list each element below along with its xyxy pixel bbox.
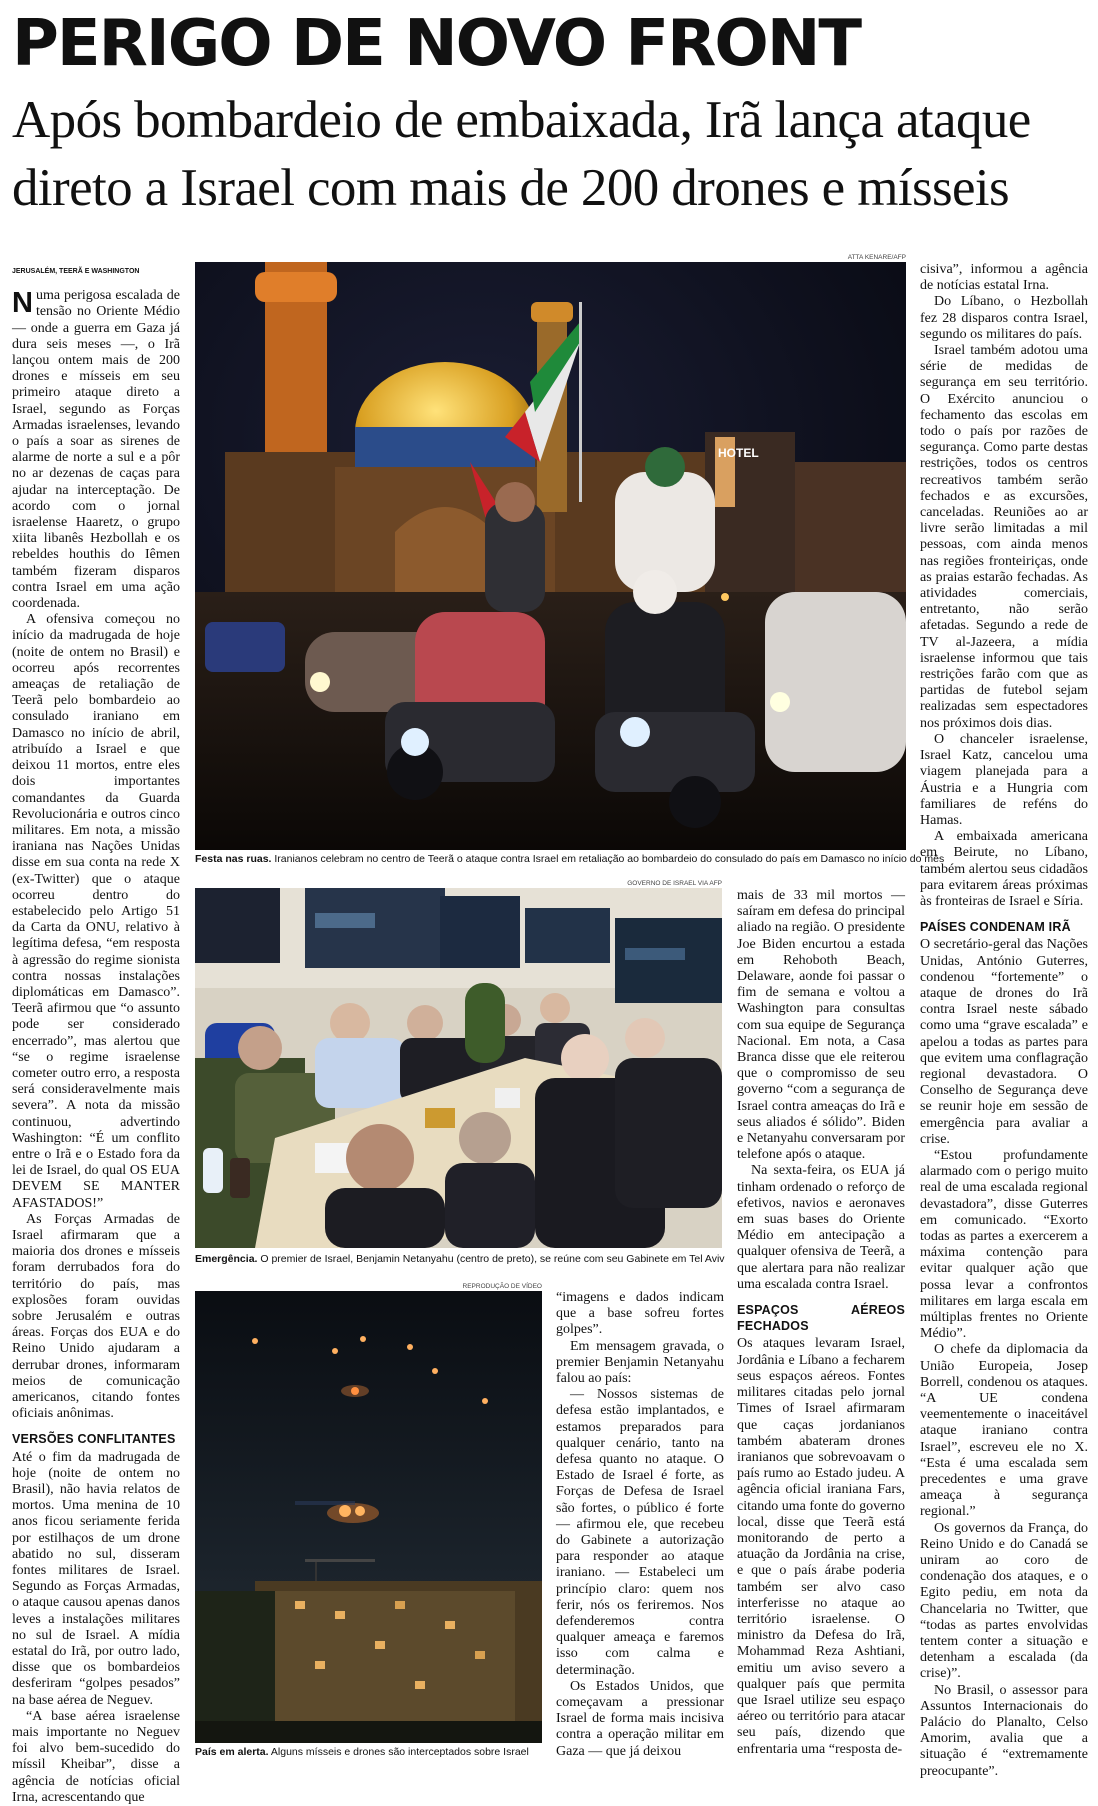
col5-p3: Israel também adotou uma série de medidas de segurança em seu território. O Exército anunciou o fechamento das escolas em todo o país por razões de segurança. Como parte destas restrições, todos os centros recreativos também serão fechados e as excursões, canceladas. Reuniões ao ar livre serão limitadas a mil pessoas, com ainda menos nas regiões fronteiriças, onde as praias estarão fechadas. As atividades comerciais, entretanto, não serão afetadas. Segundo a rede de TV al-Jazeera, a mídia israelense informou que tais restrições farão com que as partidas de futebol sejam realizadas sem espectadores nos próximos dois dias. (920, 343, 1088, 731)
dateline: JERUSALÉM, TEERÃ E WASHINGTON (12, 268, 140, 275)
subhead-paises: PAÍSES CONDENAM IRÃ (920, 920, 1071, 935)
col5-p9: Os governos da França, do Reino Unido e do Canadá se uniram ao coro de condenação dos ataques, e o Egito pediu, em nota da Chancelaria no Twitter, que “todas as partes envolvidas tentem conter a situação e detenham a escalada (da crise)”. (920, 1520, 1088, 1682)
headline: Após bombardeio de embaixada, Irã lança ataque direto a Israel com mais de 200 drones e mísseis (12, 91, 1031, 217)
column-5 (920, 262, 1088, 1779)
col1-p2: A ofensiva começou no início da madrugada de hoje (noite de ontem no Brasil) e ocorreu após recorrentes ameaças de retaliação de Teerã pelo bombardeio ao consulado iraniano em Damasco no início de abril, atribuído a Israel e que deixou 11 mortos, entre eles dois importantes comandantes da Guarda Revolucionária e outros cinco militares. Em nota, a missão iraniana nas Nações Unidas disse em sua conta na rede X (ex-Twitter) que o ataque ocorreu dentro do estabelecido pelo Artigo 51 da Carta da ONU, relativo à legítima defesa, “em resposta à agressão do regime sionista contra nossas instalações diplomáticas em Damasco”. Teerã afirmou que “o assunto pode ser considerado encerrado”, mas alertou que “se o regime israelense cometer outro erro, a resposta será consideravelmente mais severa”. A nota da missão continuou, advertindo Washington: “É um conflito entre o Irã e o Estado fora da lei de Israel, do qual OS EUA DEVEM SE MANTER AFASTADOS!” (12, 612, 180, 1211)
col4-p2: Na sexta-feira, os EUA já tinham ordenado o reforço de efetivos, navios e aeronaves em suas bases do Oriente Médio em antecipação a qualquer ofensiva de Teerã, a que alertara para não realizar uma escalada contra Israel. (737, 1163, 905, 1292)
photo2-caption (195, 1253, 725, 1267)
col4-p3: Os ataques levaram Israel, Jordânia e Líbano a fecharem seus espaços aéreos. Fontes militares citadas pelo jornal Times of Israel afirmaram que caças jordanianos também abateram drones iranianos que sobrevoavam o país rumo ao Estado judeu. A agência oficial iraniana Fars, citando uma fonte do governo local, disse que Teerã está monitorando de perto a atuação da Jordânia na crise, e que o país árabe poderia também ser alvo caso interferisse no ataque ao território israelense. O ministro da Defesa do Irã, Mohammad Reza Ashtiani, emitiu um aviso severo a qualquer país que permita que Israel utilize seu espaço aéreo ou território para atacar seu país, dizendo que enfrentaria uma “resposta de- (737, 1336, 905, 1757)
subhead-espacos: ESPAÇOS AÉREOS FECHADOS (737, 1303, 905, 1334)
photo-interception (195, 1291, 542, 1743)
col3-p2: Em mensagem gravada, o premier Benjamin Netanyahu falou ao país: (556, 1338, 724, 1387)
column-3 (556, 1290, 724, 1760)
interception-illustration (195, 1291, 542, 1743)
photo3-caption-text: Alguns mísseis e drones são interceptados sobre Israel (270, 1746, 529, 1758)
col1-p3: As Forças Armadas de Israel afirmaram que a maioria dos drones e mísseis foram derrubados fora do território do país, mas explosões foram ouvidas sobre Jerusalém e outras áreas. Forças dos EUA e do Reino Unido ajudaram a derrubar drones, informaram meios de comunicação americanos, citando fontes oficiais anônimas. (12, 1211, 180, 1422)
col5-p6: O secretário-geral das Nações Unidas, António Guterres, condenou “fortemente” o ataque de drones do Irã contra Israel neste sábado como uma “grave escalada” e apelou a todas as partes para que evitem uma conflagração regional devastadora. O Conselho de Segurança deve se reunir hoje em sessão de emergência para avaliar a crise. (920, 937, 1088, 1147)
hotel-sign: HOTEL (718, 446, 759, 460)
photo2-caption-bold: Emergência. (195, 1253, 258, 1265)
photo2-credit: GOVERNO DE ISRAEL VIA AFP (627, 880, 722, 887)
lead-paragraph (12, 288, 180, 612)
photo2-caption-text: O premier de Israel, Benjamin Netanyahu (centro de preto), se reúne com seu Gabinete em Tel Aviv (260, 1253, 725, 1265)
col5-p7: “Estou profundamente alarmado com o perigo muito real de uma escalada regional devastadora”, disse Guterres em comunicado. “Exorto todas as partes a exercerem a máxima contenção para evitar qualquer ação que possa levar a confrontos militares em larga escala em múltiplas frentes no Oriente Médio”. (920, 1147, 1088, 1342)
photo1-credit: ATTA KENARE/AFP (847, 254, 906, 261)
col4-p1: mais de 33 mil mortos — saíram em defesa do principal aliado na região. O presidente Joe Biden encurtou a estada em Rehoboth Beach, Delaware, aonde foi passar o fim de semana e voltou a Washington para consultas com sua equipe de Segurança Nacional. Em nota, a Casa Branca disse que ele reiterou que o compromisso de seu governo “com a segurança de Israel contra ameaças do Irã e seus aliados é sólido”. Biden e Netanyahu conversaram por telefone após o ataque. (737, 888, 905, 1163)
photo1-caption (195, 853, 945, 867)
photo1-caption-bold: Festa nas ruas. (195, 853, 272, 865)
photo1-caption-text: Iranianos celebram no centro de Teerã o ataque contra Israel em retaliação ao bombardeio do consulado do país em Damasco no início do mês (274, 853, 945, 865)
photo3-caption-bold: País em alerta. (195, 1746, 269, 1758)
photo3-caption (195, 1746, 542, 1760)
col5-p1: cisiva”, informou a agência de notícias estatal Irna. (920, 262, 1088, 294)
col1-p1: uma perigosa escalada de tensão no Oriente Médio — onde a guerra em Gaza já dura seis meses —, o Irã lançou ontem mais de 200 drones e mísseis em seu primeiro ataque direto a Israel, segundo as Forças Armadas israelenses, levando o país a soar as sirenes de alarme de norte a sul e a pôr no ar dezenas de caças para ajudar na interceptação. De acordo com o jornal israelense Haaretz, o grupo xiita libanês Hezbollah e os rebeldes houthis do Iêmen também fizeram disparos contra Israel em uma ação coordenada. (12, 288, 180, 612)
photo3-credit: REPRODUÇÃO DE VÍDEO (462, 1283, 542, 1290)
column-4 (737, 888, 905, 1760)
col1-p5: “A base aérea israelense mais importante no Neguev foi alvo bem-sucedido do míssil Kheibar”, disse a agência de notícias oficial Irna, acrescentando que (12, 1708, 180, 1805)
col3-p1: “imagens e dados indicam que a base sofreu fortes golpes”. (556, 1290, 724, 1338)
column-1 (12, 264, 180, 1805)
col5-p4: O chanceler israelense, Israel Katz, cancelou uma viagem planejada para a Áustria e a Hungria com familiares de reféns do Hamas. (920, 731, 1088, 828)
drop-cap: N (12, 287, 33, 320)
col1-p4: Até o fim da madrugada de hoje (noite de ontem no Brasil), não havia relatos de mortos. Uma menina de 10 anos ficou seriamente ferida por estilhaços de um drone abatido no sul, disseram fontes militares de Israel. Segundo as Forças Armadas, o ataque causou apenas danos leves a instalações militares no sul de Israel. A mídia estatal do Irã, por outro lado, disse que os bombardeios desferiram “golpes pesados” na base aérea de Neguev. (12, 1449, 180, 1708)
col5-p10: No Brasil, o assessor para Assuntos Internacionais do Palácio do Planalto, Celso Amorim, avalia que a situação é “extremamente preocupante”. (920, 1682, 1088, 1779)
kicker: PERIGO DE NOVO FRONT (12, 7, 861, 81)
street-celebration-illustration (195, 262, 906, 850)
col3-p3: — Nossos sistemas de defesa estão implantados, e estamos preparados para qualquer cenário, tanto na defesa quanto no ataque. O Estado de Israel é forte, as Forças de Defesa de Israel são fortes, o público é forte — afirmou ele, que recebeu do Gabinete a autorização para responder ao ataque iraniano. — Estabeleci um princípio claro: quem nos ferir, nós os feriremos. Nos defenderemos contra qualquer ameaça e faremos isso com calma e determinação. (556, 1387, 724, 1678)
photo-cabinet-meeting (195, 888, 722, 1248)
col5-p2: Do Líbano, o Hezbollah fez 28 disparos contra Israel, segundo os militares do país. (920, 294, 1088, 342)
col5-p8: O chefe da diplomacia da União Europeia, Josep Borrell, condenou os ataques. “A UE condena veementemente o inaceitável ataque iraniano contra Israel”, escreveu ele no X. “Esta é uma escalada sem precedentes e uma grave ameaça à segurança regional.” (920, 1342, 1088, 1520)
cabinet-meeting-illustration (195, 888, 722, 1248)
photo-street-celebration (195, 262, 906, 850)
col3-p4: Os Estados Unidos, que começavam a pressionar Israel de forma mais incisiva contra a operação militar em Gaza — que já deixou (556, 1678, 724, 1759)
col5-p5: A embaixada americana em Beirute, no Líbano, também alertou seus cidadãos para evitarem áreas próximas às fronteiras de Israel e Síria. (920, 829, 1088, 909)
subhead-versoes: VERSÕES CONFLITANTES (12, 1432, 176, 1447)
